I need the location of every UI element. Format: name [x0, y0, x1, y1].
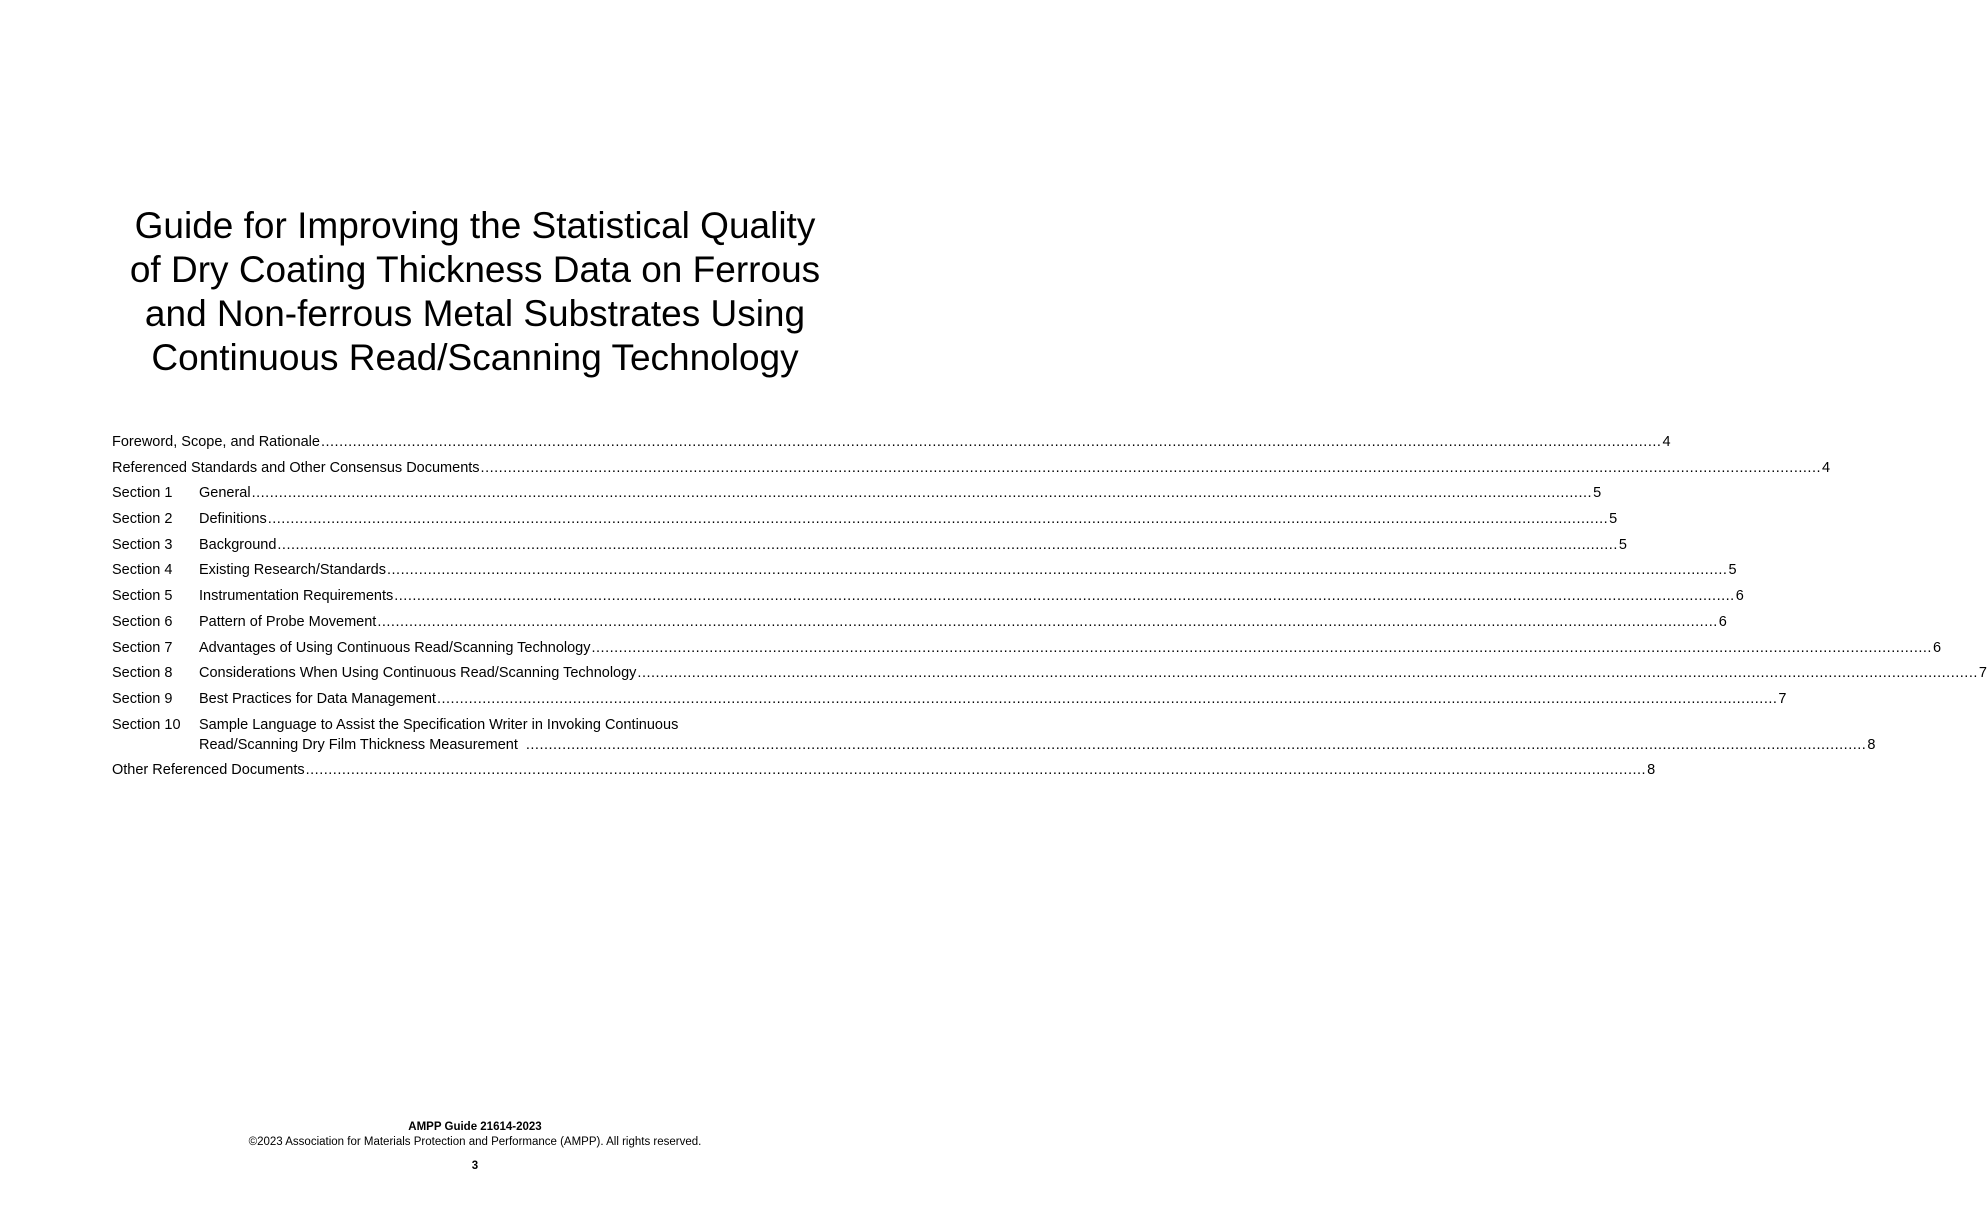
toc-entry-section-2[interactable] — [112, 509, 1618, 535]
title-line: Guide for Improving the Statistical Quality — [134, 205, 816, 246]
page-footer — [0, 1120, 950, 1174]
toc-entry-section-7[interactable] — [112, 638, 1942, 664]
toc-page-number: 5 — [1728, 562, 1737, 579]
toc-entry-label: General — [199, 485, 251, 502]
toc-section-number: Section 9 — [112, 690, 173, 707]
title-line: Continuous Read/Scanning Technology — [151, 337, 799, 378]
toc-page-number: 6 — [1718, 613, 1727, 630]
toc-leader-dots — [321, 432, 1661, 452]
toc-leader-dots — [277, 535, 1617, 555]
toc-section-number: Section 10 — [112, 716, 181, 733]
toc-entry-section-3[interactable] — [112, 535, 1627, 561]
toc-leader-dots — [481, 458, 1821, 478]
document-title — [0, 204, 950, 380]
toc-section-number: Section 7 — [112, 639, 173, 656]
toc-leader-dots — [268, 509, 1608, 529]
toc-entry-label: Definitions — [199, 511, 267, 528]
footer-copyright: ©2023 Association for Materials Protection and Performance (AMPP). All rights reserved. — [248, 1136, 702, 1148]
toc-section-number: Section 3 — [112, 536, 173, 553]
toc-page-number: 8 — [1647, 761, 1656, 778]
table-of-contents — [112, 432, 1987, 785]
toc-entry-label: Best Practices for Data Management — [199, 690, 436, 707]
toc-page-number: 6 — [1735, 588, 1744, 605]
toc-page-number: 6 — [1932, 639, 1942, 656]
toc-entry-section-8[interactable] — [112, 663, 1987, 689]
toc-leader-dots — [377, 612, 1717, 632]
title-line: and Non-ferrous Metal Substrates Using — [144, 293, 806, 334]
toc-page-number: 7 — [1978, 665, 1987, 682]
toc-section-number: Section 4 — [112, 562, 173, 579]
toc-leader-dots — [394, 586, 1734, 606]
toc-entry-section-5[interactable] — [112, 586, 1744, 612]
toc-page-number: 4 — [1822, 459, 1831, 476]
toc-entry-label: Pattern of Probe Movement — [199, 613, 377, 630]
toc-leader-dots — [437, 689, 1777, 709]
toc-entry-section-4[interactable] — [112, 560, 1737, 586]
toc-entry-section-1[interactable] — [112, 483, 1602, 509]
toc-leader-dots — [306, 760, 1646, 780]
title-line: of Dry Coating Thickness Data on Ferrous — [129, 249, 821, 290]
toc-section-number: Section 6 — [112, 613, 173, 630]
toc-entry-section-9[interactable] — [112, 689, 1787, 715]
toc-section-number: Section 5 — [112, 588, 173, 605]
toc-page-number: 5 — [1609, 511, 1618, 528]
toc-leader-dots — [526, 735, 1866, 755]
toc-entry-label: Foreword, Scope, and Rationale — [112, 434, 320, 450]
footer-document-id: AMPP Guide 21614-2023 — [408, 1121, 542, 1133]
toc-leader-dots — [592, 638, 1932, 658]
toc-entry-label: Other Referenced Documents — [112, 761, 305, 778]
toc-page-number: 5 — [1593, 485, 1602, 502]
toc-page-number: 4 — [1662, 434, 1671, 450]
toc-entry-referenced-standards[interactable] — [112, 458, 1831, 484]
toc-page-number: 7 — [1778, 690, 1787, 707]
toc-entry-label: Advantages of Using Continuous Read/Scanning Technology — [199, 639, 591, 656]
toc-entry-section-6[interactable] — [112, 612, 1727, 638]
toc-entry-section-10[interactable] — [112, 715, 1876, 760]
toc-entry-label: Considerations When Using Continuous Read/Scanning Technology — [199, 665, 637, 682]
toc-section-number: Section 1 — [112, 485, 173, 502]
toc-leader-dots — [252, 483, 1592, 503]
toc-entry-label: Sample Language to Assist the Specification Writer in Invoking Continuous — [199, 716, 679, 733]
toc-entry-foreword[interactable] — [112, 432, 1671, 458]
footer-page-number: 3 — [471, 1160, 479, 1172]
toc-page-number: 5 — [1618, 536, 1627, 553]
toc-section-number: Section 2 — [112, 511, 173, 528]
toc-entry-label: Instrumentation Requirements — [199, 588, 394, 605]
toc-entry-label: Referenced Standards and Other Consensus Documents — [112, 459, 480, 476]
toc-page-number: 8 — [1867, 736, 1876, 753]
toc-leader-dots — [387, 560, 1727, 580]
toc-leader-dots — [637, 663, 1977, 683]
toc-entry-label-continued: Read/Scanning Dry Film Thickness Measurement — [199, 736, 518, 753]
toc-entry-label: Background — [199, 536, 277, 553]
toc-entry-label: Existing Research/Standards — [199, 562, 386, 579]
toc-section-number: Section 8 — [112, 665, 173, 682]
toc-entry-other-documents[interactable] — [112, 760, 1656, 786]
